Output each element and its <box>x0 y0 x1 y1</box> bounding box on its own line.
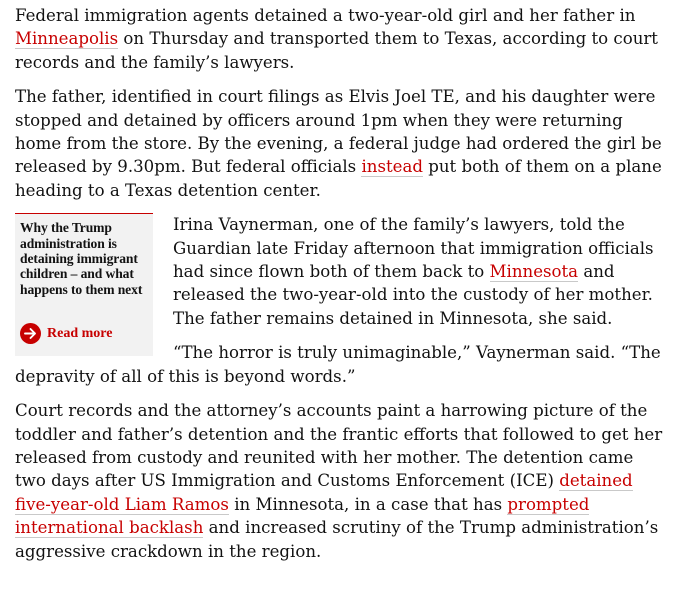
paragraph-text: and released the two-year-old into the custody of her mother. The father remains detained in Minnesota, she said. <box>173 262 653 328</box>
related-article-card[interactable] <box>15 213 153 356</box>
inline-link[interactable]: Minnesota <box>489 262 579 282</box>
paragraph-text: Irina Vaynerman, one of the family’s lawyers, told the Guardian late Friday afternoon that immigration officials had since flown both of them back to <box>173 215 654 282</box>
paragraph-text: Court records and the attorney’s accounts paint a harrowing picture of the toddler and father’s detention and the frantic efforts that followed to get her released from custody and reunited with her mother. The detention came two days after US Immigration and Customs Enforcement (ICE) <box>15 401 663 491</box>
article-paragraph-2 <box>15 85 665 202</box>
aside-wrap <box>15 213 665 399</box>
paragraph-text: “The horror is truly unimaginable,” Vaynerman said. “The depravity of all of this is beyond words.” <box>15 343 661 386</box>
paragraph-text: in Minnesota, in a case that has <box>228 494 508 514</box>
article-body <box>15 4 665 574</box>
paragraph-text: The father, identified in court filings as Elvis Joel TE, and his daughter were stopped and detained by officers around 1pm when they were returning home from the store. By the evening, a federal judge had ordered the girl be released by 9.30pm. But federal officials <box>15 87 662 177</box>
read-more-link[interactable] <box>20 322 112 345</box>
inline-link[interactable]: instead <box>361 157 423 177</box>
article-paragraph-5 <box>15 399 665 563</box>
paragraph-text: and increased scrutiny of the Trump administration’s aggressive crackdown in the region. <box>15 518 659 561</box>
arrow-right-icon <box>20 323 41 344</box>
paragraph-text: put both of them on a plane heading to a Texas detention center. <box>15 157 662 200</box>
inline-link[interactable]: detained five-year-old Liam Ramos <box>15 471 633 514</box>
paragraph-text: on Thursday and transported them to Texas, according to court records and the family’s lawyers. <box>15 29 658 72</box>
paragraph-text: Federal immigration agents detained a two-year-old girl and her father in <box>15 6 636 25</box>
article-paragraph-1 <box>15 4 665 74</box>
read-more-label: Read more <box>47 325 113 341</box>
inline-link[interactable]: prompted international backlash <box>15 494 590 538</box>
related-article-title[interactable]: Why the Trump administration is detaining immigrant children – and what happens to them next <box>20 220 143 297</box>
inline-link[interactable]: Minneapolis <box>15 29 119 49</box>
